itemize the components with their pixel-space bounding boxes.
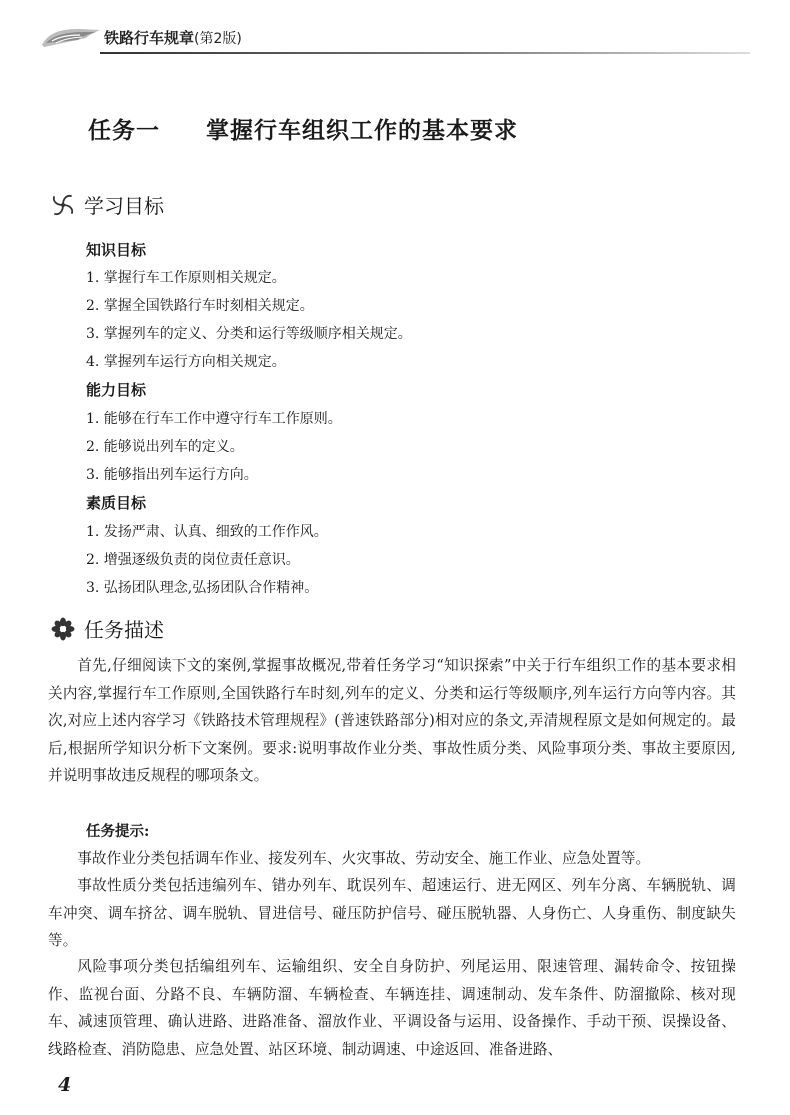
train-logo-icon (40, 24, 104, 50)
quality-goals-list (86, 518, 328, 602)
knowledge-goals-list (86, 264, 412, 376)
list-item: 2. 能够说出列车的定义。 (86, 439, 244, 455)
list-item: 1. 掌握行车工作原则相关规定。 (86, 270, 286, 286)
task-description-heading (50, 614, 164, 643)
list-item: 1. 发扬严肃、认真、细致的工作作风。 (86, 524, 328, 540)
hint-paragraph: 事故作业分类包括调车作业、接发列车、火灾事故、劳动安全、施工作业、应急处置等。 (77, 850, 651, 867)
quality-goals-heading: 素质目标 (86, 494, 147, 512)
list-item: 1. 能够在行车工作中遵守行车工作原则。 (86, 411, 342, 427)
task-description-paragraph: 首先,仔细阅读下文的案例,掌握事故概况,带着任务学习“知识探索”中关于行车组织工作的基本要求相关内容,掌握行车工作原则,全国铁路行车时刻,列车的定义、分类和运行等级顺序,列车运行方向等内容。其次,对应上述内容学习《铁路技术管理规程》(普速铁路部分)相对应的条文,弄清规程原文是如何规定的。最后,根据所学知识分析下文案例。要求:说明事故作业分类、事故性质分类、风险事项分类、事故主要原因,并说明事故违反规程的哪项条文。 (48, 657, 736, 784)
header-divider (100, 52, 750, 54)
list-item: 3. 能够指出列车运行方向。 (86, 467, 258, 483)
book-title: 铁路行车规章(第2版) (104, 29, 242, 47)
list-item: 2. 增强逐级负责的岗位责任意识。 (86, 552, 300, 568)
task-hints-heading: 任务提示: (86, 823, 150, 840)
pinwheel-icon (50, 192, 76, 218)
flower-icon (50, 616, 76, 642)
hint-paragraph: 事故性质分类包括违编列车、错办列车、耽误列车、超速运行、进无网区、列车分离、车辆脱轨、调车冲突、调车挤岔、调车脱轨、冒进信号、碰压防护信号、碰压脱轨器、人身伤亡、人身重伤、制度缺失等。 (48, 877, 736, 949)
task-title (88, 112, 518, 145)
task-description-label: 任务描述 (84, 618, 164, 642)
list-item: 3. 弘扬团队理念,弘扬团队合作精神。 (86, 580, 319, 596)
list-item: 3. 掌握列车的定义、分类和运行等级顺序相关规定。 (86, 326, 412, 342)
ability-goals-list (86, 405, 342, 489)
ability-goals-heading: 能力目标 (86, 381, 147, 399)
hint-paragraph: 风险事项分类包括编组列车、运输组织、安全自身防护、列尾运用、限速管理、漏转命令、按钮操作、监视台面、分路不良、车辆防溜、车辆检查、车辆连挂、调速制动、发车条件、防溜撤除、核对现车、减速顶管理、确认进路、进路准备、溜放作业、平调设备与运用、设备操作、手动干预、误操设备、线路检查、消防隐患、应急处置、站区环境、制动调速、中途返回、准备进路、 (48, 958, 736, 1058)
list-item: 2. 掌握全国铁路行车时刻相关规定。 (86, 298, 314, 314)
edition-label: (第2版) (194, 31, 242, 47)
task-title-text: 掌握行车组织工作的基本要求 (206, 117, 518, 144)
list-item: 4. 掌握列车运行方向相关规定。 (86, 354, 286, 370)
task-number: 任务一 (88, 117, 160, 144)
page-number: 4 (58, 1074, 72, 1096)
learning-goals-heading (50, 190, 164, 219)
knowledge-goals-heading: 知识目标 (86, 241, 147, 259)
learning-goals-label: 学习目标 (84, 194, 164, 218)
